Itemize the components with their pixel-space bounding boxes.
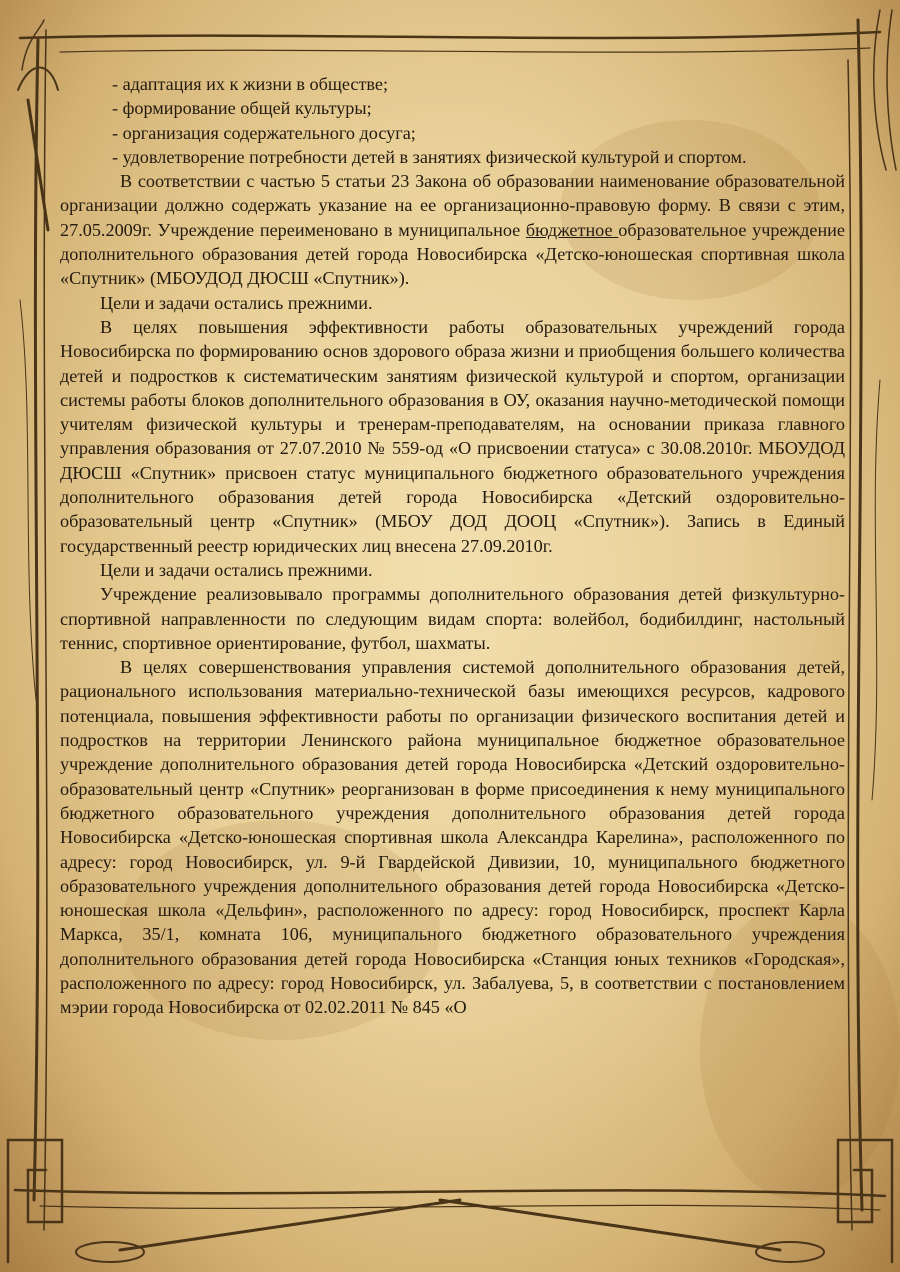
paragraph: В целях совершенствования управления системой дополнительного образования детей, рационального использования материально-технической базы имеющихся ресурсов, кадрового потенциала, повышения эффективности работы по организации физического воспитания детей и подростков на территории Ленинского района муниципальное бюджетное образовательное учреждение дополнительного образования детей города Новосибирска «Детский оздоровительно-образовательный центр «Спутник» реорганизован в форме присоединения к нему муниципального бюджетного образовательного учреждения дополнительного образования детей города Новосибирска «Детско-юношеская спортивная школа Александра Карелина», расположенного по адресу: город Новосибирск, ул. 9-й Гвардейской Дивизии, 10, муниципального бюджетного образовательного учреждения дополнительного образования детей города Новосибирска «Детско-юношеская школа «Дельфин», расположенного по адресу: город Новосибирск, проспект Карла Маркса, 35/1, комната 106, муниципального бюджетного образовательного учреждения дополнительного образования детей города Новосибирска «Станция юных техников «Городская», расположенного по адресу: город Новосибирск, ул. Забалуева, 5, в соответствии с постановлением мэрии города Новосибирска от 02.02.2011 № 845 «О <box>60 657 845 1018</box>
list-item: - формирование общей культуры; <box>112 98 372 119</box>
list-item: - организация содержательного досуга; <box>112 122 416 143</box>
paragraph <box>60 169 845 290</box>
paragraph: Цели и задачи остались прежними. <box>100 292 373 313</box>
underlined-text: бюджетное <box>525 219 619 240</box>
list-item: - адаптация их к жизни в обществе; <box>112 74 389 94</box>
paragraph: Учреждение реализовывало программы дополнительного образования детей физкультурно-спортивной направленности по следующим видам спорта: волейбол, бодибилдинг, настольный теннис, спортивное ориентирование, футбол, шахматы. <box>60 584 845 653</box>
paragraph-text: В соответствии с частью 5 статьи 23 Закона об образовании наименование образовательной организации должно содержать указание на ее организационно-правовую форму. В связи с этим, 27.05.2009г. Учреждение переименовано в муниципальное <box>60 171 845 240</box>
paragraph-text: образовательное учреждение дополнительного образования детей города Новосибирска «Детско-юношеская спортивная школа «Спутник» (МБОУДОД ДЮСШ «Спутник»). <box>60 219 845 289</box>
paragraph: В целях повышения эффективности работы образовательных учреждений города Новосибирска по формированию основ здорового образа жизни и приобщения большего количества детей и подростков к систематическим занятиям физической культурой и спортом, организации системы работы блоков дополнительного образования в ОУ, оказания научно-методической помощи учителям физической культуры и тренерам-преподавателям, на основании приказа главного управления образования от 27.07.2010 № 559-од «О присвоении статуса» с 30.08.2010г. МБОУДОД ДЮСШ «Спутник» присвоен статус муниципального бюджетного образовательного учреждения дополнительного образования детей города Новосибирска «Детский оздоровительно-образовательный центр «Спутник» (МБОУ ДОД ДООЦ «Спутник»). Запись в Единый государственный реестр юридических лиц внесена 27.09.2010г. <box>60 316 845 556</box>
paragraph: Цели и задачи остались прежними. <box>100 559 373 580</box>
list-item: - удовлетворение потребности детей в занятиях физической культурой и спортом. <box>112 146 747 167</box>
document-body <box>60 72 845 1020</box>
